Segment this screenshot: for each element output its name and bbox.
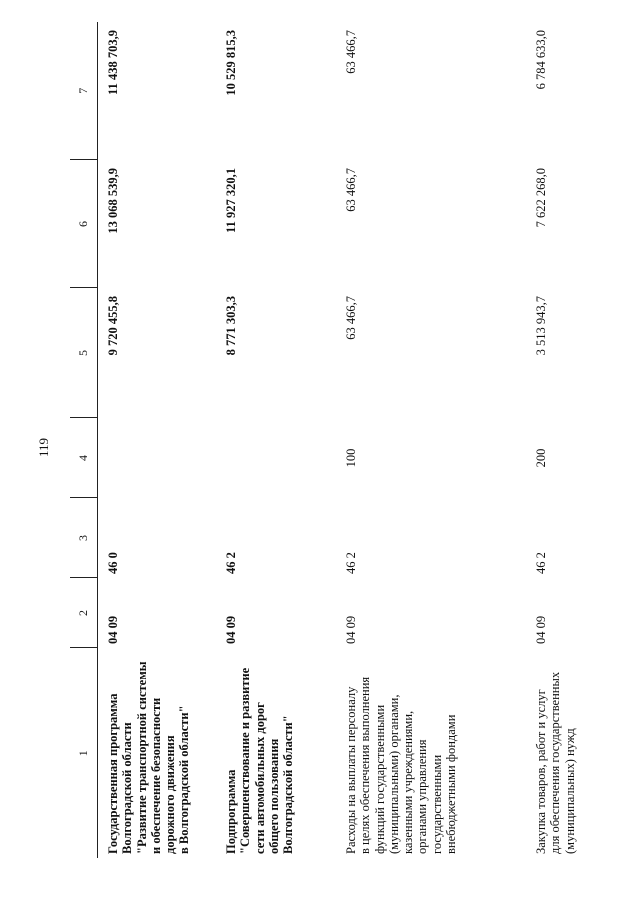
amount-col6: 7 622 268,0 <box>534 168 548 228</box>
table-row <box>336 22 526 858</box>
amount-col7: 11 438 703,9 <box>106 30 120 95</box>
section-code: 04 09 <box>534 615 548 644</box>
expense-type <box>216 418 336 498</box>
column-header: 4 <box>70 418 98 498</box>
target-code: 46 2 <box>344 552 358 574</box>
expense-type: 100 <box>344 448 358 468</box>
page-number: 119 <box>36 438 51 458</box>
amount-col6: 13 068 539,9 <box>106 168 120 234</box>
row-name: Закупка товаров, работ и услуг для обеспечения государственных (муниципальных) нужд <box>534 671 577 854</box>
target-code: 46 2 <box>224 552 238 574</box>
amount-col6: 63 466,7 <box>344 168 358 212</box>
budget-table-container <box>70 12 630 892</box>
column-header: 7 <box>70 22 98 160</box>
amount-col5: 63 466,7 <box>344 296 358 340</box>
section-code: 04 09 <box>344 615 358 644</box>
budget-table <box>70 22 614 858</box>
table-row <box>216 22 336 858</box>
amount-col7: 63 466,7 <box>344 30 358 74</box>
column-header: 6 <box>70 160 98 288</box>
table-row <box>526 22 614 858</box>
row-name: Государственная программа Волгоградской области "Развитие транспортной системы и обеспечение безопасности дорожного движения в Волгоградской области" <box>106 661 192 854</box>
amount-col5: 3 513 943,7 <box>534 296 548 356</box>
expense-type <box>98 418 217 498</box>
amount-col7: 10 529 815,3 <box>224 30 238 96</box>
column-header: 2 <box>70 578 98 648</box>
table-header-row <box>70 22 98 858</box>
target-code: 46 0 <box>106 552 120 574</box>
column-header: 3 <box>70 498 98 578</box>
column-header: 1 <box>70 648 98 858</box>
amount-col7: 6 784 633,0 <box>534 30 548 90</box>
row-name: Подпрограмма "Совершенствование и развитие сети автомобильных дорог общего пользования Волгоградской области" <box>224 667 296 854</box>
target-code: 46 2 <box>534 552 548 574</box>
amount-col5: 9 720 455,8 <box>106 296 120 356</box>
section-code: 04 09 <box>106 615 120 644</box>
amount-col6: 11 927 320,1 <box>224 168 238 233</box>
row-name: Расходы на выплаты персоналу в целях обеспечения выполнения функций государственными (муниципальными) органами, казенными учреждениями, органами управления государственными внебюджетными фондами <box>344 676 459 854</box>
column-header: 5 <box>70 288 98 418</box>
amount-col5: 8 771 303,3 <box>224 296 238 356</box>
expense-type: 200 <box>534 448 548 468</box>
table-row <box>98 22 217 858</box>
section-code: 04 09 <box>224 615 238 644</box>
